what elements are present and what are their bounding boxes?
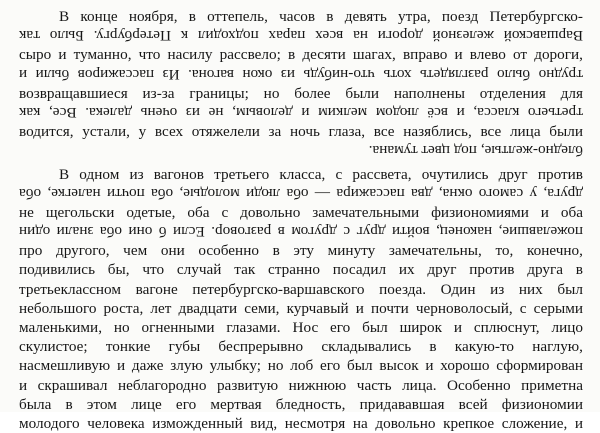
text-line: и скрашивал неблагородно развитую нижнюю часть лица. Особенно приметна (19, 376, 583, 395)
paragraph (19, 7, 583, 161)
text-line: про другого, чем они особенно в эту минуту замечательны, то, конечно, (19, 241, 583, 260)
text-line: не щегольски одетые, оба с довольно замечательными физиономиями и оба (19, 203, 583, 222)
text-line: подивились бы, что случай так странно посадил их друг против друга в (19, 260, 583, 279)
text-line: трудно было разглядеть хоть что-нибудь из окон вагона. Из пассажиров были и (19, 65, 583, 84)
document-body (19, 7, 583, 433)
text-line: была в этом лице его мертвая бледность, придававшая всей физиономии (19, 395, 583, 414)
text-line: друга, у самого окна, два пассажира — оба люди молодые, оба почти налегке, оба (19, 184, 583, 203)
text-line: небольшого роста, лет двадцати семи, курчавый и почти черноволосый, с серыми (19, 299, 583, 318)
text-line: маленькими, но огненными глазами. Нос его был широк и сплюснут, лицо (19, 318, 583, 337)
text-line: скулистое; тонкие губы беспрерывно складывались в какую-то наглую, (19, 337, 583, 356)
text-line: сыро и туманно, что насилу рассвело; в десяти шагах, вправо и влево от дороги, (19, 45, 583, 64)
text-line: насмешливую и даже злую улыбку; но лоб его был высок и хорошо сформирован (19, 356, 583, 375)
text-line: пожелавшие, наконец, войти друг с другом в разговор. Если б они оба знали один (19, 222, 583, 241)
paragraph (19, 165, 583, 433)
text-line: третьего класса, и всё людом мелким и деловым, не из очень далека. Все, как (19, 103, 583, 122)
text-line: водится, устали, у всех отяжелели за ночь глаза, все назяблись, все лица были (19, 122, 583, 141)
text-line: Варшавской железной дороги на всех парах подходил к Петербургу. Было так (19, 26, 583, 45)
text-line: В конце ноября, в оттепель, часов в девять утра, поезд Петербургско- (19, 7, 583, 26)
text-line: В одном из вагонов третьего класса, с рассвета, очутились друг против (19, 165, 583, 184)
text-line: бледно-желтые, под цвет тумана. (19, 141, 583, 160)
text-line: молодого человека изможденный вид, несмотря на довольно крепкое сложение, и (19, 414, 583, 433)
text-line: третьеклассном вагоне петербургско-варшавского поезда. Один из них был (19, 280, 583, 299)
text-line: возвращавшиеся из-за границы; но более были наполнены отделения для (19, 84, 583, 103)
